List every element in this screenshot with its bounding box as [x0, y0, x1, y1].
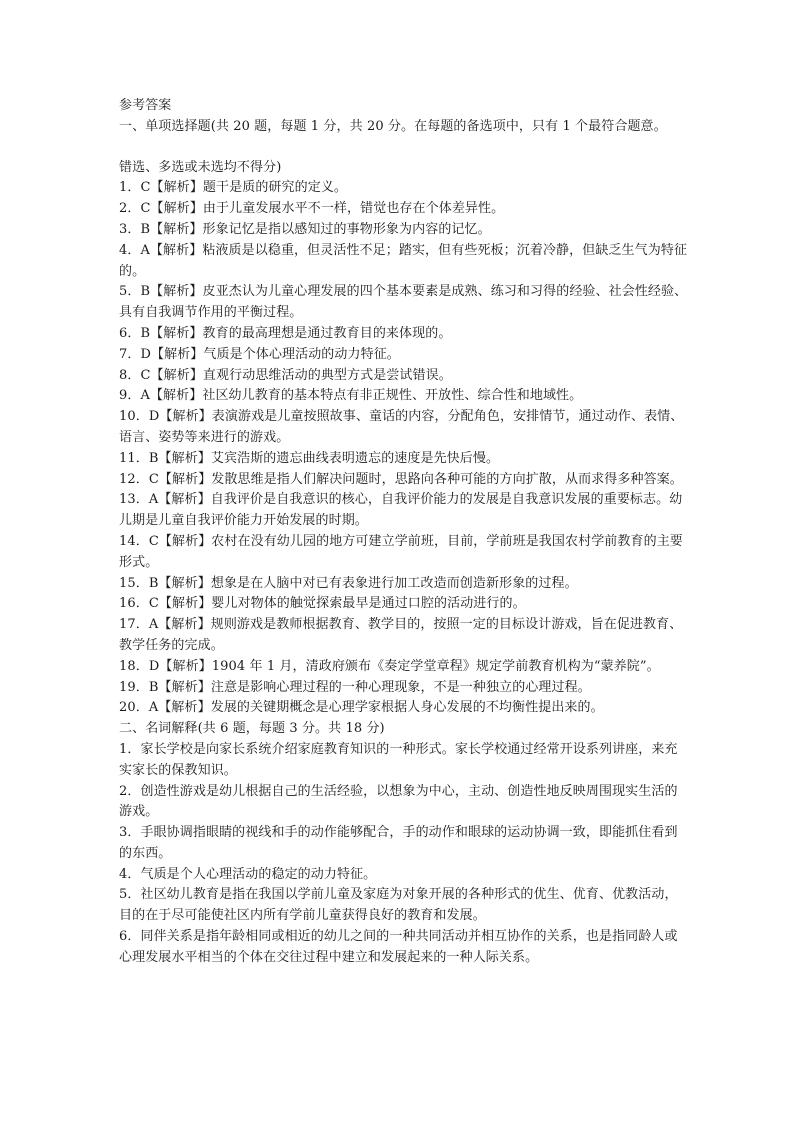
answer-item: 1．C【解析】题干是质的研究的定义。 — [119, 180, 348, 196]
definition-item: 3．手眼协调指眼睛的视线和手的动作能够配合，手的动作和眼球的运动协调一致，即能抓住看到的东西。 — [119, 825, 678, 861]
definition-item: 5．社区幼儿教育是指在我国以学前儿童及家庭为对象开展的各种形式的优生、优育、优教活动，目的在于尽可能使社区内所有学前儿童获得良好的教育和发展。 — [119, 887, 678, 924]
document-title: 参考答案 — [119, 98, 172, 113]
answer-item: 8．C【解析】直观行动思维活动的典型方式是尝试错误。 — [119, 367, 452, 383]
answer-item: 20．A【解析】发展的关键期概念是心理学家根据人身心发展的不均衡性提出来的。 — [119, 700, 604, 716]
answer-item: 6．B【解析】教育的最高理想是通过教育目的来体现的。 — [119, 325, 452, 341]
answer-item: 12．C【解析】发散思维是指人们解决问题时，思路向各种可能的方向扩散，从而求得多种答案。 — [119, 471, 683, 487]
answer-item: 9．A【解析】社区幼儿教育的基本特点有非正规性、开放性、综合性和地域性。 — [119, 388, 583, 404]
answer-item: 4．A【解析】粘液质是以稳重，但灵活性不足；踏实，但有些死板；沉着冷静，但缺乏生气为特征的。 — [119, 242, 688, 279]
answer-item: 10．D【解析】表演游戏是儿童按照故事、童话的内容，分配角色，安排情节，通过动作、表情、语言、姿势等来进行的游戏。 — [119, 409, 684, 445]
answer-item: 16．C【解析】婴儿对物体的触觉探索最早是通过口腔的活动进行的。 — [119, 596, 526, 612]
answer-item: 18．D【解析】1904 年 1 月，清政府颁布《奏定学堂章程》规定学前教育机构为“蒙养院”。 — [119, 658, 660, 674]
answer-document — [119, 96, 689, 969]
answer-item: 2．C【解析】由于儿童发展水平不一样，错觉也存在个体差异性。 — [119, 201, 505, 217]
answer-item: 13．A【解析】自我评价是自我意识的核心，自我评价能力的发展是自我意识发展的重要标志。幼儿期是儿童自我评价能力开始发展的时期。 — [119, 492, 683, 529]
definition-item: 4．气质是个人心理活动的稳定的动力特征。 — [119, 866, 377, 882]
definition-item: 2．创造性游戏是幼儿根据自己的生活经验，以想象为中心，主动、创造性地反映周围现实生活的游戏。 — [119, 783, 678, 820]
answer-item: 14．C【解析】农村在没有幼儿园的地方可建立学前班，目前，学前班是我国农村学前教育的主要形式。 — [119, 533, 683, 570]
answer-item: 11．B【解析】艾宾浩斯的遗忘曲线表明遗忘的速度是先快后慢。 — [119, 450, 500, 466]
section-2-heading: 二、名词解释(共 6 题，每题 3 分。共 18 分) — [119, 721, 385, 737]
section-2-definition-list — [119, 740, 689, 969]
answer-item: 15．B【解析】想象是在人脑中对已有表象进行加工改造而创造新形象的过程。 — [119, 575, 578, 591]
answer-item: 17．A【解析】规则游戏是教师根据教育、教学目的，按照一定的目标设计游戏，旨在促进教育、教学任务的完成。 — [119, 617, 683, 653]
answer-item: 7．D【解析】气质是个体心理活动的动力特征。 — [119, 346, 400, 362]
section-1-heading: 一、单项选择题(共 20 题，每题 1 分，共 20 分。在每题的备选项中，只有 1 个最符合题意。 — [119, 118, 667, 134]
answer-item: 3．B【解析】形象记忆是指以感知过的事物形象为内容的记忆。 — [119, 221, 491, 237]
section-1-answer-list — [119, 178, 689, 719]
section-1-note: 错选、多选或未选均不得分) — [119, 159, 282, 175]
answer-item: 19．B【解析】注意是影响心理过程的一种心理现象，不是一种独立的心理过程。 — [119, 679, 591, 695]
definition-item: 6．同伴关系是指年龄相同或相近的幼儿之间的一种共同活动并相互协作的关系，也是指同龄人或心理发展水平相当的个体在交往过程中建立和发展起来的一种人际关系。 — [119, 929, 678, 965]
answer-item: 5．B【解析】皮亚杰认为儿童心理发展的四个基本要素是成熟、练习和习得的经验、社会性经验、具有自我调节作用的平衡过程。 — [119, 284, 688, 321]
definition-item: 1．家长学校是向家长系统介绍家庭教育知识的一种形式。家长学校通过经常开设系列讲座，来充实家长的保教知识。 — [119, 741, 678, 778]
